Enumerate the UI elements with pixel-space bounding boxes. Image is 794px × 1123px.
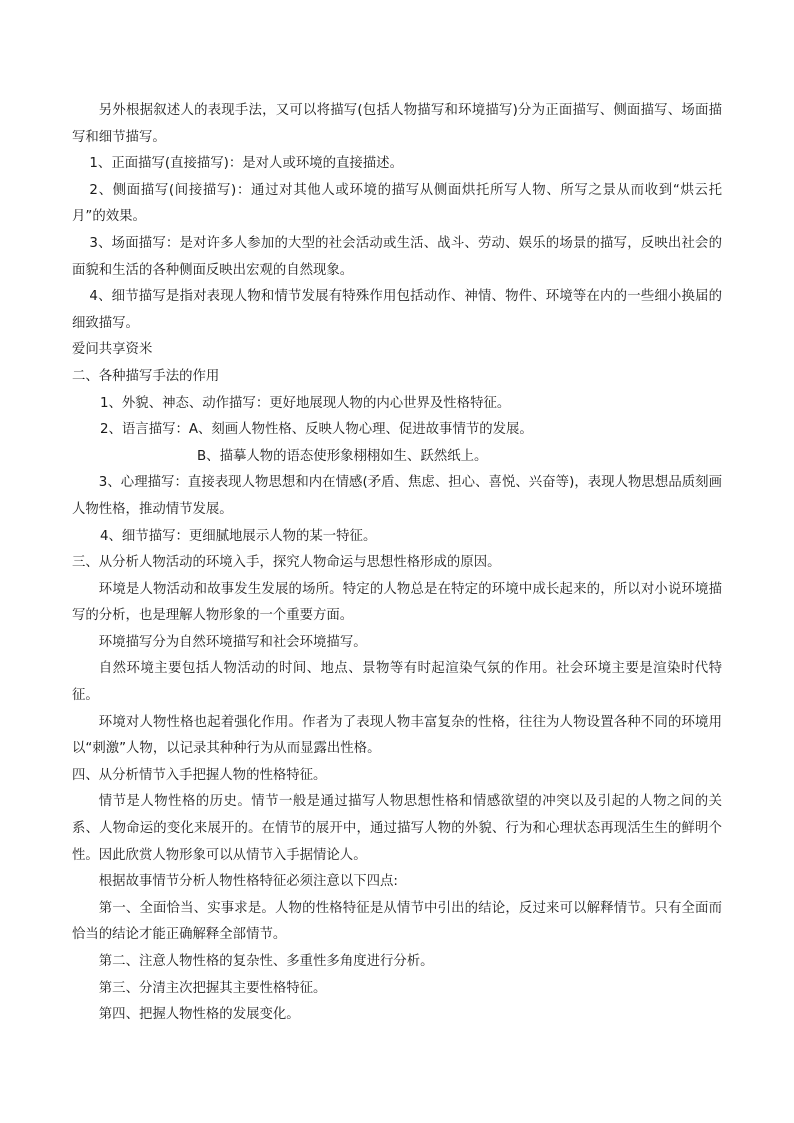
effect-item-3: 3、心理描写：直接表现人物思想和内在情感(矛盾、焦虑、担心、喜悦、兴奋等)，表现人物思想品质刻画人物性格，推动情节发展。 [72,475,722,517]
effect-item-1: 1、外貌、神态、动作描写：更好地展现人物的内心世界及性格特征。 [100,395,511,411]
effect-item-2: 2、语言描写：A、刻画人物性格、反映人物心理、促进故事情节的发展。 [100,422,533,438]
item-scene-description: 3、场面描写：是对许多人参加的大型的社会活动或生活、战斗、劳动、娱乐的场景的描写，反映出社会的面貌和生活的各种侧面反映出宏观的自然现象。 [72,235,722,278]
env-paragraph-2: 环境描写分为自然环境描写和社会环境描写。 [98,634,367,650]
item-side-description: 2、侧面描写(间接描写)：通过对其他人或环境的描写从侧面烘托所写人物、所写之景从而收到“烘云托月”的效果。 [72,182,722,225]
effect-item-2b: B、描摹人物的语态使形象栩栩如生、跃然纸上。 [197,448,488,464]
point-2: 第二、注意人物性格的复杂性、多重性多角度进行分析。 [98,954,434,969]
effect-item-4: 4、细节描写：更细腻地展示人物的某一特征。 [100,528,377,544]
point-4: 第四、把握人物性格的发展变化。 [98,1007,300,1023]
section-heading-3: 三、从分析人物活动的环境入手，探究人物命运与思想性格形成的原因。 [72,555,501,571]
env-paragraph-3: 自然环境主要包括人物活动的时间、地点、景物等有时起渲染气氛的作用。社会环境主要是渲染时代特征。 [72,661,722,704]
plot-paragraph-1: 情节是人物性格的历史。情节一般是通过描写人物思想性格和情感欲望的冲突以及引起的人物之间的关系、人物命运的变化来展开的。在情节的展开中，通过描写人物的外貌、行为和心理状态再现活生生的鲜明个性。因此欣赏人物形象可以从情节入手据情论人。 [72,794,722,863]
intro-paragraph: 另外根据叙述人的表现手法，又可以将描写(包括人物描写和环境描写)分为正面描写、侧面描写、场面描写和细节描写。 [72,103,722,145]
section-heading-4: 四、从分析情节入手把握人物的性格特征。 [72,767,327,783]
env-paragraph-1: 环境是人物活动和故事发生发展的场所。特定的人物总是在特定的环境中成长起来的，所以对小说环境描写的分析，也是理解人物形象的一个重要方面。 [72,581,722,624]
section-heading-2: 二、各种描写手法的作用 [72,368,220,384]
document-page [72,98,722,1029]
item-front-description: 1、正面描写(直接描写)：是对人或环境的直接描述。 [89,156,403,172]
point-3: 第三、分清主次把握其主要性格特征。 [98,980,327,996]
watermark-line: 爱问共享资米 [72,342,153,358]
item-detail-description: 4、细节描写是指对表现人物和情节发展有特殊作用包括动作、神情、物件、环境等在内的一些细小换届的细致描写。 [72,289,722,331]
point-1: 第一、全面恰当、实事求是。人物的性格特征是从情节中引出的结论，反过来可以解释情节。只有全面而恰当的结论才能正确解释全部情节。 [72,900,722,943]
env-paragraph-4: 环境对人物性格也起着强化作用。作者为了表现人物丰富复杂的性格，往往为人物设置各种不同的环境用以“刺激”人物，以记录其种种行为从而显露出性格。 [72,714,722,757]
plot-paragraph-2: 根据故事情节分析人物性格特征必须注意以下四点: [98,874,398,890]
